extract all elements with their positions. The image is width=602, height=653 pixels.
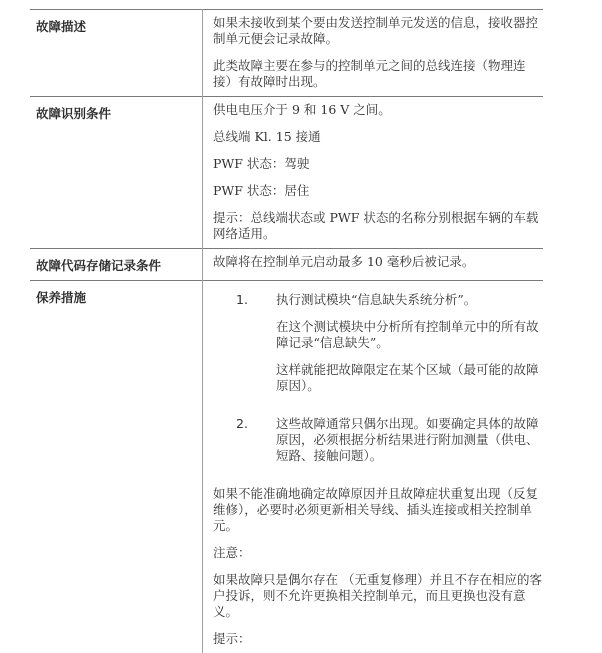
paragraph: 此类故障主要在参与的控制单元之间的总线连接（物理连接）有故障时出现。 <box>213 58 543 90</box>
fault-info-table <box>30 9 543 653</box>
row-label: 故障识别条件 <box>30 97 203 249</box>
paragraph: 如果不能准确地确定故障原因并且故障症状重复出现（反复维修），必要时必须更新相关导线、插头连接或相关控制单元。 <box>213 486 543 534</box>
row-content <box>203 249 544 281</box>
paragraph: 故障将在控制单元启动最多 10 毫秒后被记录。 <box>213 254 543 270</box>
paragraph: 这样就能把故障限定在某个区域（最可能的故障原因）。 <box>276 362 539 394</box>
row-content <box>203 281 544 653</box>
step-number: 1. <box>213 292 276 405</box>
paragraph: 在这个测试模块中分析所有控制单元中的所有故障记录“信息缺失”。 <box>276 319 539 351</box>
row-content <box>203 97 544 249</box>
row-fault-description <box>30 10 543 97</box>
paragraph: 如果故障只是偶尔存在 （无重复修理）并且不存在相应的客户投诉，则不允许更换相关控制单元，而且更换也没有意义。 <box>213 572 543 620</box>
row-label: 故障描述 <box>30 10 203 97</box>
paragraph: 供电电压介于 9 和 16 V 之间。 <box>213 102 543 118</box>
steps-list <box>213 292 543 475</box>
step-body <box>276 416 543 475</box>
row-content <box>203 10 544 97</box>
list-item <box>213 292 543 405</box>
paragraph: PWF 状态：居住 <box>213 183 543 199</box>
row-service-measures <box>30 281 543 653</box>
step-body <box>276 292 543 405</box>
row-label: 保养措施 <box>30 281 203 653</box>
row-label: 故障代码存储记录条件 <box>30 249 203 281</box>
paragraph: 总线端 Kl. 15 接通 <box>213 129 543 145</box>
list-item <box>213 416 543 475</box>
step-number: 2. <box>213 416 276 475</box>
paragraph: 这些故障通常只偶尔出现。如要确定具体的故障原因，必须根据分析结果进行附加测量（供电、短路、接触问题）。 <box>276 416 539 464</box>
row-detection-conditions <box>30 97 543 249</box>
paragraph: 提示：总线端状态或 PWF 状态的名称分别根据车辆的车载网络适用。 <box>213 210 543 242</box>
paragraph: 注意： <box>213 545 543 561</box>
after-steps-notes <box>213 486 543 647</box>
row-storage-conditions <box>30 249 543 281</box>
paragraph: PWF 状态：驾驶 <box>213 156 543 172</box>
paragraph: 提示： <box>213 631 543 647</box>
paragraph: 执行测试模块“信息缺失系统分析”。 <box>276 292 539 308</box>
paragraph: 如果未接收到某个要由发送控制单元发送的信息，接收器控制单元便会记录故障。 <box>213 15 543 47</box>
